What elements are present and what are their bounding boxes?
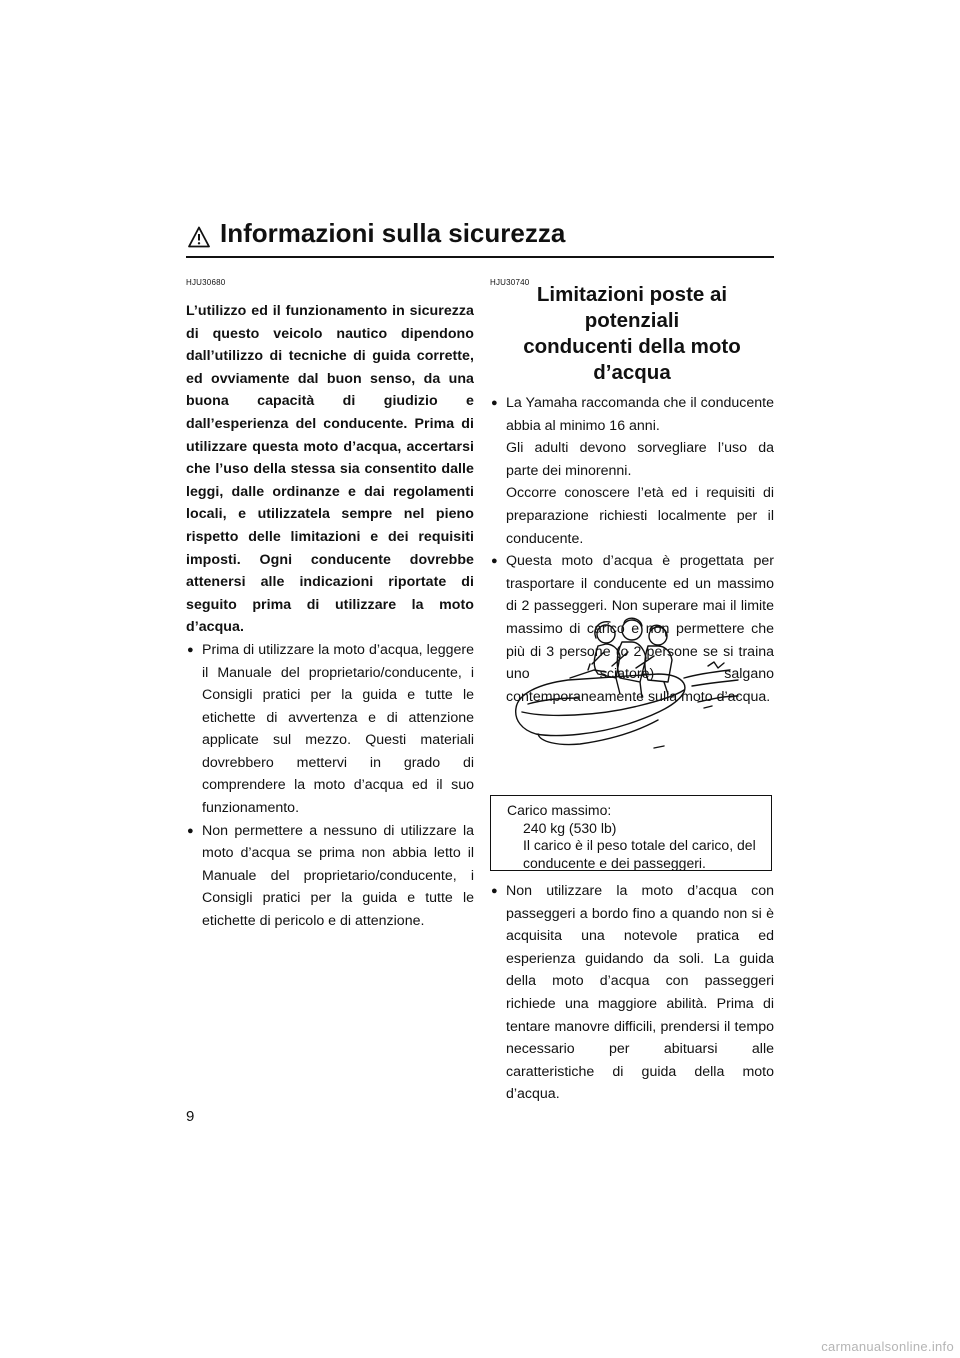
bullet-text: Questa moto d’acqua è progettata per trasportare il conducente ed un massimo di 2 passeggeri. Non superare mai il limite massimo di carico e non permettere che più di 3 persone (o 2 persone se si traina uno sciatore) salgano contemporaneamente sulla moto d’acqua. (506, 553, 774, 705)
spec-label: Carico massimo: (507, 802, 612, 818)
bullet-icon: ● (491, 397, 498, 409)
section-title (490, 282, 774, 386)
warning-triangle-icon (188, 226, 210, 248)
bullet-icon: ● (491, 555, 498, 568)
page-number: 9 (186, 1108, 195, 1125)
bullet-text: Occorre conoscere l’età ed i requisiti di preparazione richiesti localmente per il conducente. (506, 485, 774, 547)
bullet-text: Prima di utilizzare la moto d’acqua, leggere il Manuale del proprietario/conducente, i Consigli pratici per la guida e tutte le etichette di avvertenza e di attenzione applicate sul mezzo. Questi materiali dovrebbero mettervi in grado di comprendere la moto d’acqua ed il suo funzionamento. (202, 641, 474, 817)
bullet-icon: ● (187, 824, 194, 837)
section-title-line: conducenti della moto d’acqua (523, 335, 741, 384)
bullet-icon: ● (187, 643, 194, 656)
list-item (186, 820, 474, 933)
intro-paragraph: L’utilizzo ed il funzionamento in sicurezza di questo veicolo nautico dipendono dall’utilizzo di tecniche di guida corrette, ed ovviamente dal buon senso, da una buona capacità di giudizio e dall’esperienza del conducente. Prima di utilizzare questa moto d’acqua, accertarsi che l’uso della stessa sia consentito dalle leggi, dalle ordinanze e dai regolamenti locali, e utilizzatela sempre nel pieno rispetto delle limitazioni e dei requisiti imposti. Ogni conducente dovrebbe attenersi alle indicazioni riportate di seguito prima di utilizzare la moto d’acqua. (186, 303, 474, 636)
bullet-icon: ● (491, 885, 498, 897)
section-title-line: Limitazioni poste ai potenziali (536, 283, 728, 332)
left-column (186, 300, 474, 933)
bullet-text: Non permettere a nessuno di utilizzare la moto d’acqua se prima non abbia letto il Manuale del proprietario/conducente, i Consigli pratici per la guida e tutte le etichette di pericolo e di attenzione. (202, 822, 474, 930)
left-bullet-list (186, 639, 474, 933)
bullet-text: Gli adulti devono sorvegliare l’uso da parte dei minorenni. (506, 440, 774, 479)
list-item (490, 392, 774, 550)
list-item (186, 639, 474, 820)
right-bullet-list-2 (490, 880, 774, 1106)
spec-value: 240 kg (530 lb) (523, 819, 617, 836)
bullet-text: La Yamaha raccomanda che il conducente abbia al minimo 16 anni. (506, 395, 774, 434)
spec-note: Il carico è il peso totale del carico, del conducente e dei passeggeri. (523, 837, 756, 871)
bullet-text: Non utilizzare la moto d’acqua con passeggeri a bordo fino a quando non si è acquisita una notevole pratica ed esperienza guidando da soli. La guida della moto d’acqua con passeggeri richiede una maggiore abilità. Prima di tentare manovre difficili, prendersi il tempo necessario per abituarsi alle caratteristiche di guida della moto d’acqua. (506, 883, 774, 1103)
watercraft-illustration (508, 608, 748, 758)
max-load-spec-box (490, 795, 772, 871)
section-code-right: HJU30740 (490, 278, 530, 287)
section-code-left: HJU30680 (186, 278, 226, 287)
watermark-text: carmanualsonline.info (821, 1339, 954, 1354)
list-item (490, 880, 774, 1106)
page-title: Informazioni sulla sicurezza (220, 218, 566, 248)
page-header (186, 218, 774, 258)
right-column-continued (490, 880, 774, 1106)
